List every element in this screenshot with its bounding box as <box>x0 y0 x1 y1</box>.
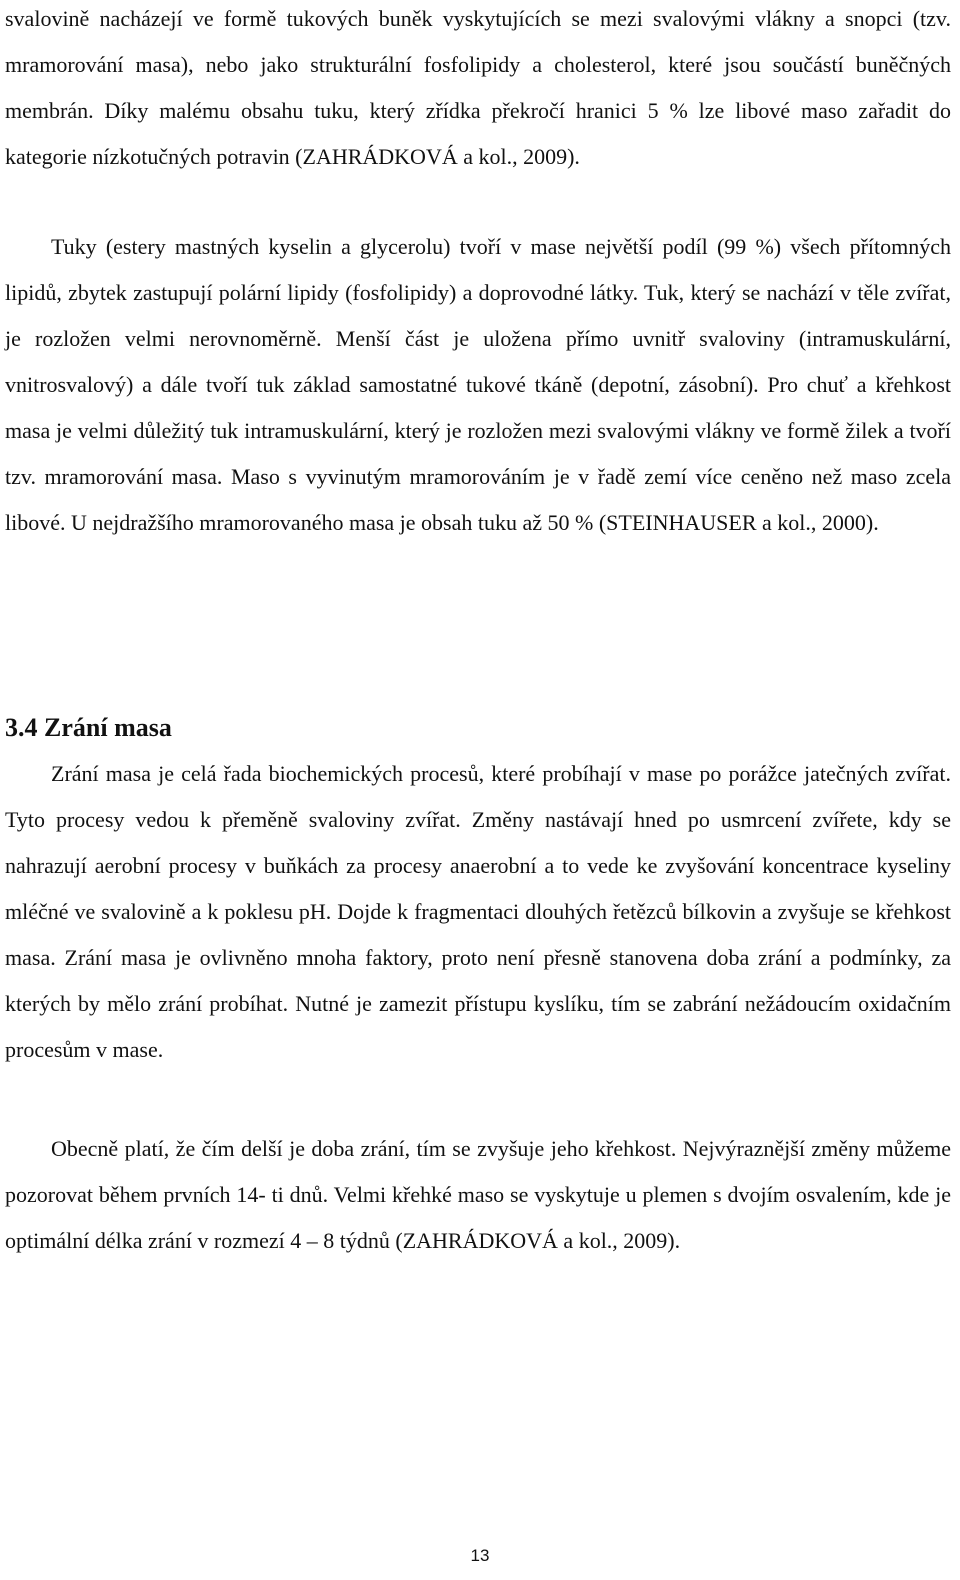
section-heading: 3.4 Zrání masa <box>5 713 172 742</box>
paragraph-meat-ageing: Zrání masa je celá řada biochemických procesů, které probíhají v mase po porážce jatečných zvířat. Tyto procesy vedou k přeměně svaloviny zvířat. Změny nastávají hned po usmrcení zvířete, kdy se nahrazují aerobní procesy v buňkách za procesy anaerobní a to vede ke zvyšování koncentrace kyseliny mléčné ve svalovině a k poklesu pH. Dojde k fragmentaci dlouhých řetězců bílkovin a zvyšuje se křehkost masa. Zrání masa je ovlivněno mnoha faktory, proto není přesně stanovena doba zrání a podmínky, za kterých by mělo zrání probíhat. Nutné je zamezit přístupu kyslíku, tím se zabrání nežádoucím oxidačním procesům v mase. <box>5 761 951 1062</box>
page-number: 13 <box>470 1546 490 1565</box>
paragraph-ageing-duration: Obecně platí, že čím delší je doba zrání, tím se zvyšuje jeho křehkost. Nejvýraznější změny můžeme pozorovat během prvních 14- ti dnů. Velmi křehké maso se vyskytuje u plemen s dvojím osvalením, kde je optimální délka zrání v rozmezí 4 – 8 týdnů (ZAHRÁDKOVÁ a kol., 2009). <box>5 1136 951 1253</box>
paragraph-fat-types: Tuky (estery mastných kyselin a glycerolu) tvoří v mase největší podíl (99 %) všech přítomných lipidů, zbytek zastupují polární lipidy (fosfolipidy) a doprovodné látky. Tuk, který se nachází v těle zvířat, je rozložen velmi nerovnoměrně. Menší část je uložena přímo uvnitř svaloviny (intramuskulární, vnitrosvalový) a dále tvoří tuk základ samostatné tukové tkáně (depotní, zásobní). Pro chuť a křehkost masa je velmi důležitý tuk intramuskulární, který je rozložen mezi svalovými vlákny ve formě žilek a tvoří tzv. mramorování masa. Maso s vyvinutým mramorováním je v řadě zemí více ceněno než maso zcela libové. U nejdražšího mramorovaného masa je obsah tuku až 50 % (STEINHAUSER a kol., 2000). <box>5 234 951 535</box>
paragraph-fat-content: svalovině nacházejí ve formě tukových buněk vyskytujících se mezi svalovými vlákny a snopci (tzv. mramorování masa), nebo jako strukturální fosfolipidy a cholesterol, které jsou součástí buněčných membrán. Díky malému obsahu tuku, který zřídka překročí hranici 5 % lze libové maso zařadit do kategorie nízkotučných potravin (ZAHRÁDKOVÁ a kol., 2009). <box>5 6 951 169</box>
